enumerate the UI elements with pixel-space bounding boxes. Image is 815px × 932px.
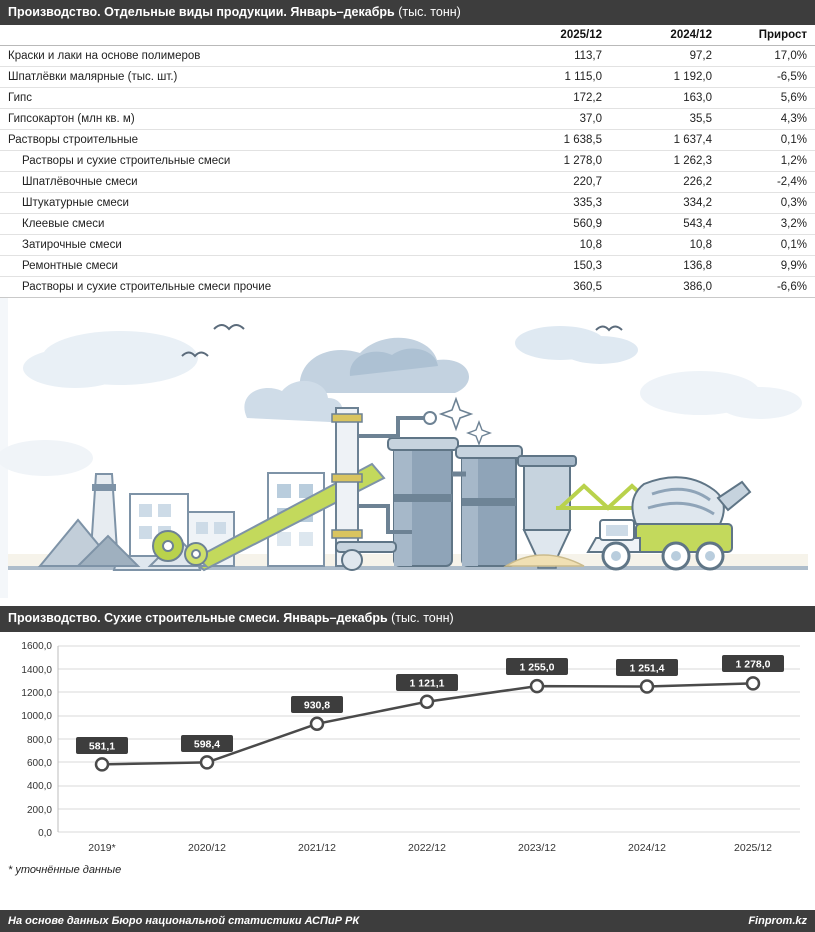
row-value-2024: 35,5 [610, 109, 720, 130]
svg-text:1600,0: 1600,0 [21, 640, 52, 652]
production-table [0, 25, 815, 298]
svg-text:1 121,1: 1 121,1 [409, 677, 445, 690]
svg-text:930,8: 930,8 [303, 699, 331, 712]
table-row [0, 277, 815, 298]
table-row [0, 235, 815, 256]
row-label: Растворы и сухие строительные смеси [0, 151, 500, 172]
table-row [0, 130, 815, 151]
row-label: Растворы строительные [0, 130, 500, 151]
svg-text:2021/12: 2021/12 [298, 841, 336, 854]
row-value-2025: 560,9 [500, 214, 610, 235]
row-label: Гипсокартон (млн кв. м) [0, 109, 500, 130]
svg-text:2020/12: 2020/12 [188, 841, 226, 854]
table-row [0, 88, 815, 109]
line-chart [0, 632, 815, 862]
svg-text:2025/12: 2025/12 [734, 841, 772, 854]
row-growth: 0,1% [720, 130, 815, 151]
svg-text:200,0: 200,0 [26, 804, 52, 816]
row-growth: 0,1% [720, 235, 815, 256]
row-value-2024: 334,2 [610, 193, 720, 214]
row-value-2025: 37,0 [500, 109, 610, 130]
table-title: Производство. Отдельные виды продукции. Январь–декабрь [8, 5, 395, 19]
table-body [0, 46, 815, 298]
row-value-2024: 163,0 [610, 88, 720, 109]
row-value-2024: 1 192,0 [610, 67, 720, 88]
row-growth: -6,6% [720, 277, 815, 298]
row-value-2025: 10,8 [500, 235, 610, 256]
row-value-2025: 335,3 [500, 193, 610, 214]
svg-text:400,0: 400,0 [26, 780, 52, 792]
col-header-name [0, 25, 500, 46]
row-value-2024: 1 262,3 [610, 151, 720, 172]
row-growth: 0,3% [720, 193, 815, 214]
row-label: Клеевые смеси [0, 214, 500, 235]
table-row [0, 67, 815, 88]
svg-text:1 255,0: 1 255,0 [519, 661, 555, 674]
row-value-2025: 1 115,0 [500, 67, 610, 88]
svg-text:1200,0: 1200,0 [21, 687, 52, 699]
footer-source: На основе данных Бюро национальной статистики АСПиР РК [8, 915, 360, 927]
row-growth: 3,2% [720, 214, 815, 235]
row-value-2024: 386,0 [610, 277, 720, 298]
svg-text:2023/12: 2023/12 [518, 841, 556, 854]
footer-brand: Finprom.kz [748, 915, 807, 927]
row-value-2025: 150,3 [500, 256, 610, 277]
table-row [0, 46, 815, 67]
chart-title: Производство. Сухие строительные смеси. Январь–декабрь [8, 611, 388, 626]
row-value-2025: 220,7 [500, 172, 610, 193]
table-row [0, 256, 815, 277]
table-row [0, 151, 815, 172]
row-label: Затирочные смеси [0, 235, 500, 256]
table-row [0, 214, 815, 235]
row-value-2024: 136,8 [610, 256, 720, 277]
chart-footnote: * уточнённые данные [8, 863, 122, 876]
col-header-growth: Прирост [720, 25, 815, 46]
svg-text:800,0: 800,0 [26, 734, 52, 746]
svg-text:1 278,0: 1 278,0 [735, 658, 771, 671]
row-growth: 5,6% [720, 88, 815, 109]
row-label: Гипс [0, 88, 500, 109]
svg-text:581,1: 581,1 [88, 740, 116, 753]
chart-title-bar [0, 606, 815, 631]
svg-text:2024/12: 2024/12 [628, 841, 666, 854]
svg-text:1400,0: 1400,0 [21, 664, 52, 676]
row-growth: 1,2% [720, 151, 815, 172]
svg-text:2019*: 2019* [88, 841, 116, 854]
svg-text:598,4: 598,4 [193, 738, 221, 751]
row-growth: 9,9% [720, 256, 815, 277]
row-value-2025: 360,5 [500, 277, 610, 298]
svg-text:1 251,4: 1 251,4 [629, 662, 665, 675]
row-growth: 17,0% [720, 46, 815, 67]
row-value-2024: 1 637,4 [610, 130, 720, 151]
row-label: Растворы и сухие строительные смеси прочие [0, 277, 500, 298]
table-row [0, 193, 815, 214]
row-growth: -2,4% [720, 172, 815, 193]
row-value-2025: 1 638,5 [500, 130, 610, 151]
row-value-2024: 10,8 [610, 235, 720, 256]
row-value-2025: 1 278,0 [500, 151, 610, 172]
table-row [0, 172, 815, 193]
svg-text:0,0: 0,0 [38, 827, 52, 839]
svg-text:1000,0: 1000,0 [21, 710, 52, 722]
row-growth: -6,5% [720, 67, 815, 88]
row-growth: 4,3% [720, 109, 815, 130]
row-value-2024: 97,2 [610, 46, 720, 67]
table-title-bar [0, 0, 815, 25]
svg-text:2022/12: 2022/12 [408, 841, 446, 854]
footer-bar [0, 910, 815, 932]
row-value-2025: 172,2 [500, 88, 610, 109]
row-label: Шпатлёвки малярные (тыс. шт.) [0, 67, 500, 88]
table-row [0, 109, 815, 130]
table-title-units: (тыс. тонн) [398, 5, 461, 19]
col-header-2025: 2025/12 [500, 25, 610, 46]
chart-title-units: (тыс. тонн) [391, 611, 454, 626]
row-value-2024: 226,2 [610, 172, 720, 193]
row-label: Штукатурные смеси [0, 193, 500, 214]
row-value-2024: 543,4 [610, 214, 720, 235]
row-label: Шпатлёвочные смеси [0, 172, 500, 193]
factory-illustration [0, 298, 815, 606]
table-header-row [0, 25, 815, 46]
svg-text:600,0: 600,0 [26, 757, 52, 769]
row-value-2025: 113,7 [500, 46, 610, 67]
col-header-2024: 2024/12 [610, 25, 720, 46]
row-label: Ремонтные смеси [0, 256, 500, 277]
row-label: Краски и лаки на основе полимеров [0, 46, 500, 67]
